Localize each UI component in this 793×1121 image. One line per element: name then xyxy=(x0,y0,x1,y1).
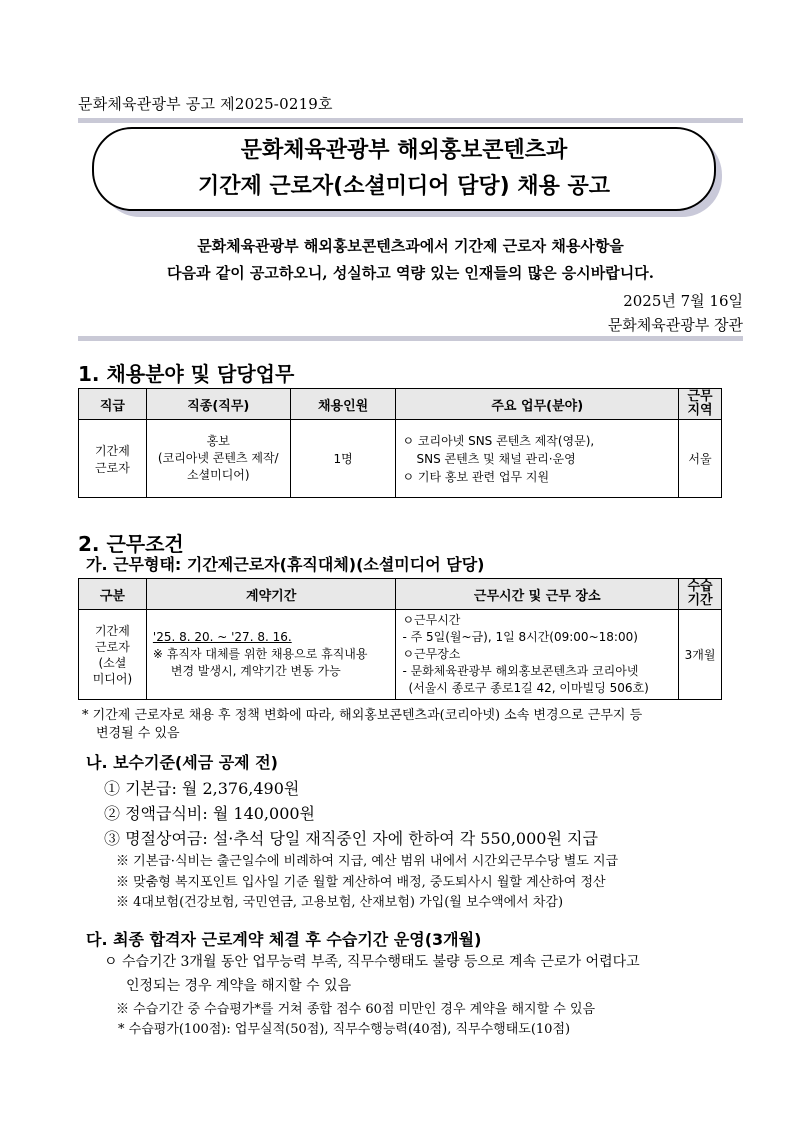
probation-eval-note: * 수습평가(100점): 업무실적(50점), 직무수행능력(40점), 직무수행태도(10점) xyxy=(118,1022,571,1037)
col-header: 구분 xyxy=(79,579,147,610)
grade-cell: 기간제 근로자 xyxy=(79,420,147,498)
table-header-row xyxy=(79,389,722,420)
subsection-a-title: 가. 근무형태: 기간제근로자(휴직대체)(소셜미디어 담당) xyxy=(86,555,485,574)
table-note-line-1: * 기간제 근로자로 채용 후 정책 변화에 따라, 해외홍보콘텐츠과(코리아넷) 소속 변경으로 근무지 등 xyxy=(82,708,643,723)
intro-line-2: 다음과 같이 공고하오니, 성실하고 역량 있는 인재들의 많은 응시바랍니다. xyxy=(167,264,654,282)
bottom-divider xyxy=(78,336,743,341)
col-header: 계약기간 xyxy=(146,579,396,610)
col-header: 주요 업무(분야) xyxy=(396,389,679,420)
location-cell: 서울 xyxy=(679,420,722,498)
issuer: 문화체육관광부 장관 xyxy=(607,316,743,334)
probation-text-line-1: ㅇ 수습기간 3개월 동안 업무능력 부족, 직무수행태도 불량 등으로 계속 근로가 어렵다고 xyxy=(104,954,640,970)
probation-cell: 3개월 xyxy=(679,610,722,700)
notice-number: 문화체육관광부 공고 제2025-0219호 xyxy=(78,95,333,113)
probation-note: ※ 수습기간 중 수습평가*를 거쳐 종합 점수 60점 미만인 경우 계약을 해지할 수 있음 xyxy=(116,1002,596,1017)
col-header: 직종(직무) xyxy=(146,389,290,420)
type-cell: 기간제 근로자 (소셜 미디어) xyxy=(79,610,147,700)
pay-item: ① 기본급: 월 2,376,490원 xyxy=(104,779,300,798)
pay-item: ③ 명절상여금: 설·추석 당일 재직중인 자에 한하여 각 550,000원 지급 xyxy=(104,829,598,848)
top-divider xyxy=(78,118,743,123)
subsection-c-title: 다. 최종 합격자 근로계약 체결 후 수습기간 운영(3개월) xyxy=(86,930,482,949)
col-header: 채용인원 xyxy=(290,389,396,420)
pay-item: ② 정액급식비: 월 140,000원 xyxy=(104,804,316,823)
table-header-row xyxy=(79,579,722,610)
work-conditions-table xyxy=(78,578,722,700)
col-header: 근무시간 및 근무 장소 xyxy=(396,579,679,610)
table-row xyxy=(79,420,722,498)
pay-note: ※ 기본급·식비는 출근일수에 비례하여 지급, 예산 범위 내에서 시간외근무수당 별도 지급 xyxy=(116,854,619,869)
job-cell: 홍보 (코리아넷 콘텐츠 제작/ 소셜미디어) xyxy=(146,420,290,498)
col-header: 직급 xyxy=(79,389,147,420)
section-2-title: 2. 근무조건 xyxy=(78,532,184,556)
period-cell: '25. 8. 20. ~ '27. 8. 16. ※ 휴직자 대체를 위한 채용으로 휴직내용 변경 발생시, 계약기간 변동 가능 xyxy=(146,610,396,700)
col-header: 수습 기간 xyxy=(679,579,722,610)
title-box xyxy=(92,127,716,211)
col-header: 근무 지역 xyxy=(679,389,722,420)
probation-text-line-2: 인정되는 경우 계약을 해지할 수 있음 xyxy=(126,978,352,994)
pay-note: ※ 맞춤형 복지포인트 입사일 기준 월할 계산하여 배정, 중도퇴사시 월할 계산하여 정산 xyxy=(116,875,606,890)
title-line-2: 기간제 근로자(소셜미디어 담당) 채용 공고 xyxy=(197,174,611,199)
section-1-title: 1. 채용분야 및 담당업무 xyxy=(78,362,295,386)
count-cell: 1명 xyxy=(290,420,396,498)
table-note-line-2: 변경될 수 있음 xyxy=(96,726,180,741)
intro-line-1: 문화체육관광부 해외홍보콘텐츠과에서 기간제 근로자 채용사항을 xyxy=(197,237,624,255)
work-cell: ㅇ근무시간 - 주 5일(월~금), 1일 8시간(09:00~18:00) ㅇ근무장소 - 문화체육관광부 해외홍보콘텐츠과 코리아넷 (서울시 종로구 종로1길 42, 이마빌딩 506호) xyxy=(396,610,679,700)
pay-note: ※ 4대보험(건강보험, 국민연금, 고용보험, 산재보험) 가입(월 보수액에서 차감) xyxy=(116,895,564,910)
subsection-b-title: 나. 보수기준(세금 공제 전) xyxy=(86,753,278,772)
recruitment-table xyxy=(78,388,722,498)
notice-date: 2025년 7월 16일 xyxy=(623,292,743,310)
table-row xyxy=(79,610,722,700)
title-line-1: 문화체육관광부 해외홍보콘텐츠과 xyxy=(240,138,568,163)
duty-cell: ㅇ 코리아넷 SNS 콘텐츠 제작(영문), SNS 콘텐츠 및 채널 관리·운영 ㅇ 기타 홍보 관련 업무 지원 xyxy=(396,420,679,498)
